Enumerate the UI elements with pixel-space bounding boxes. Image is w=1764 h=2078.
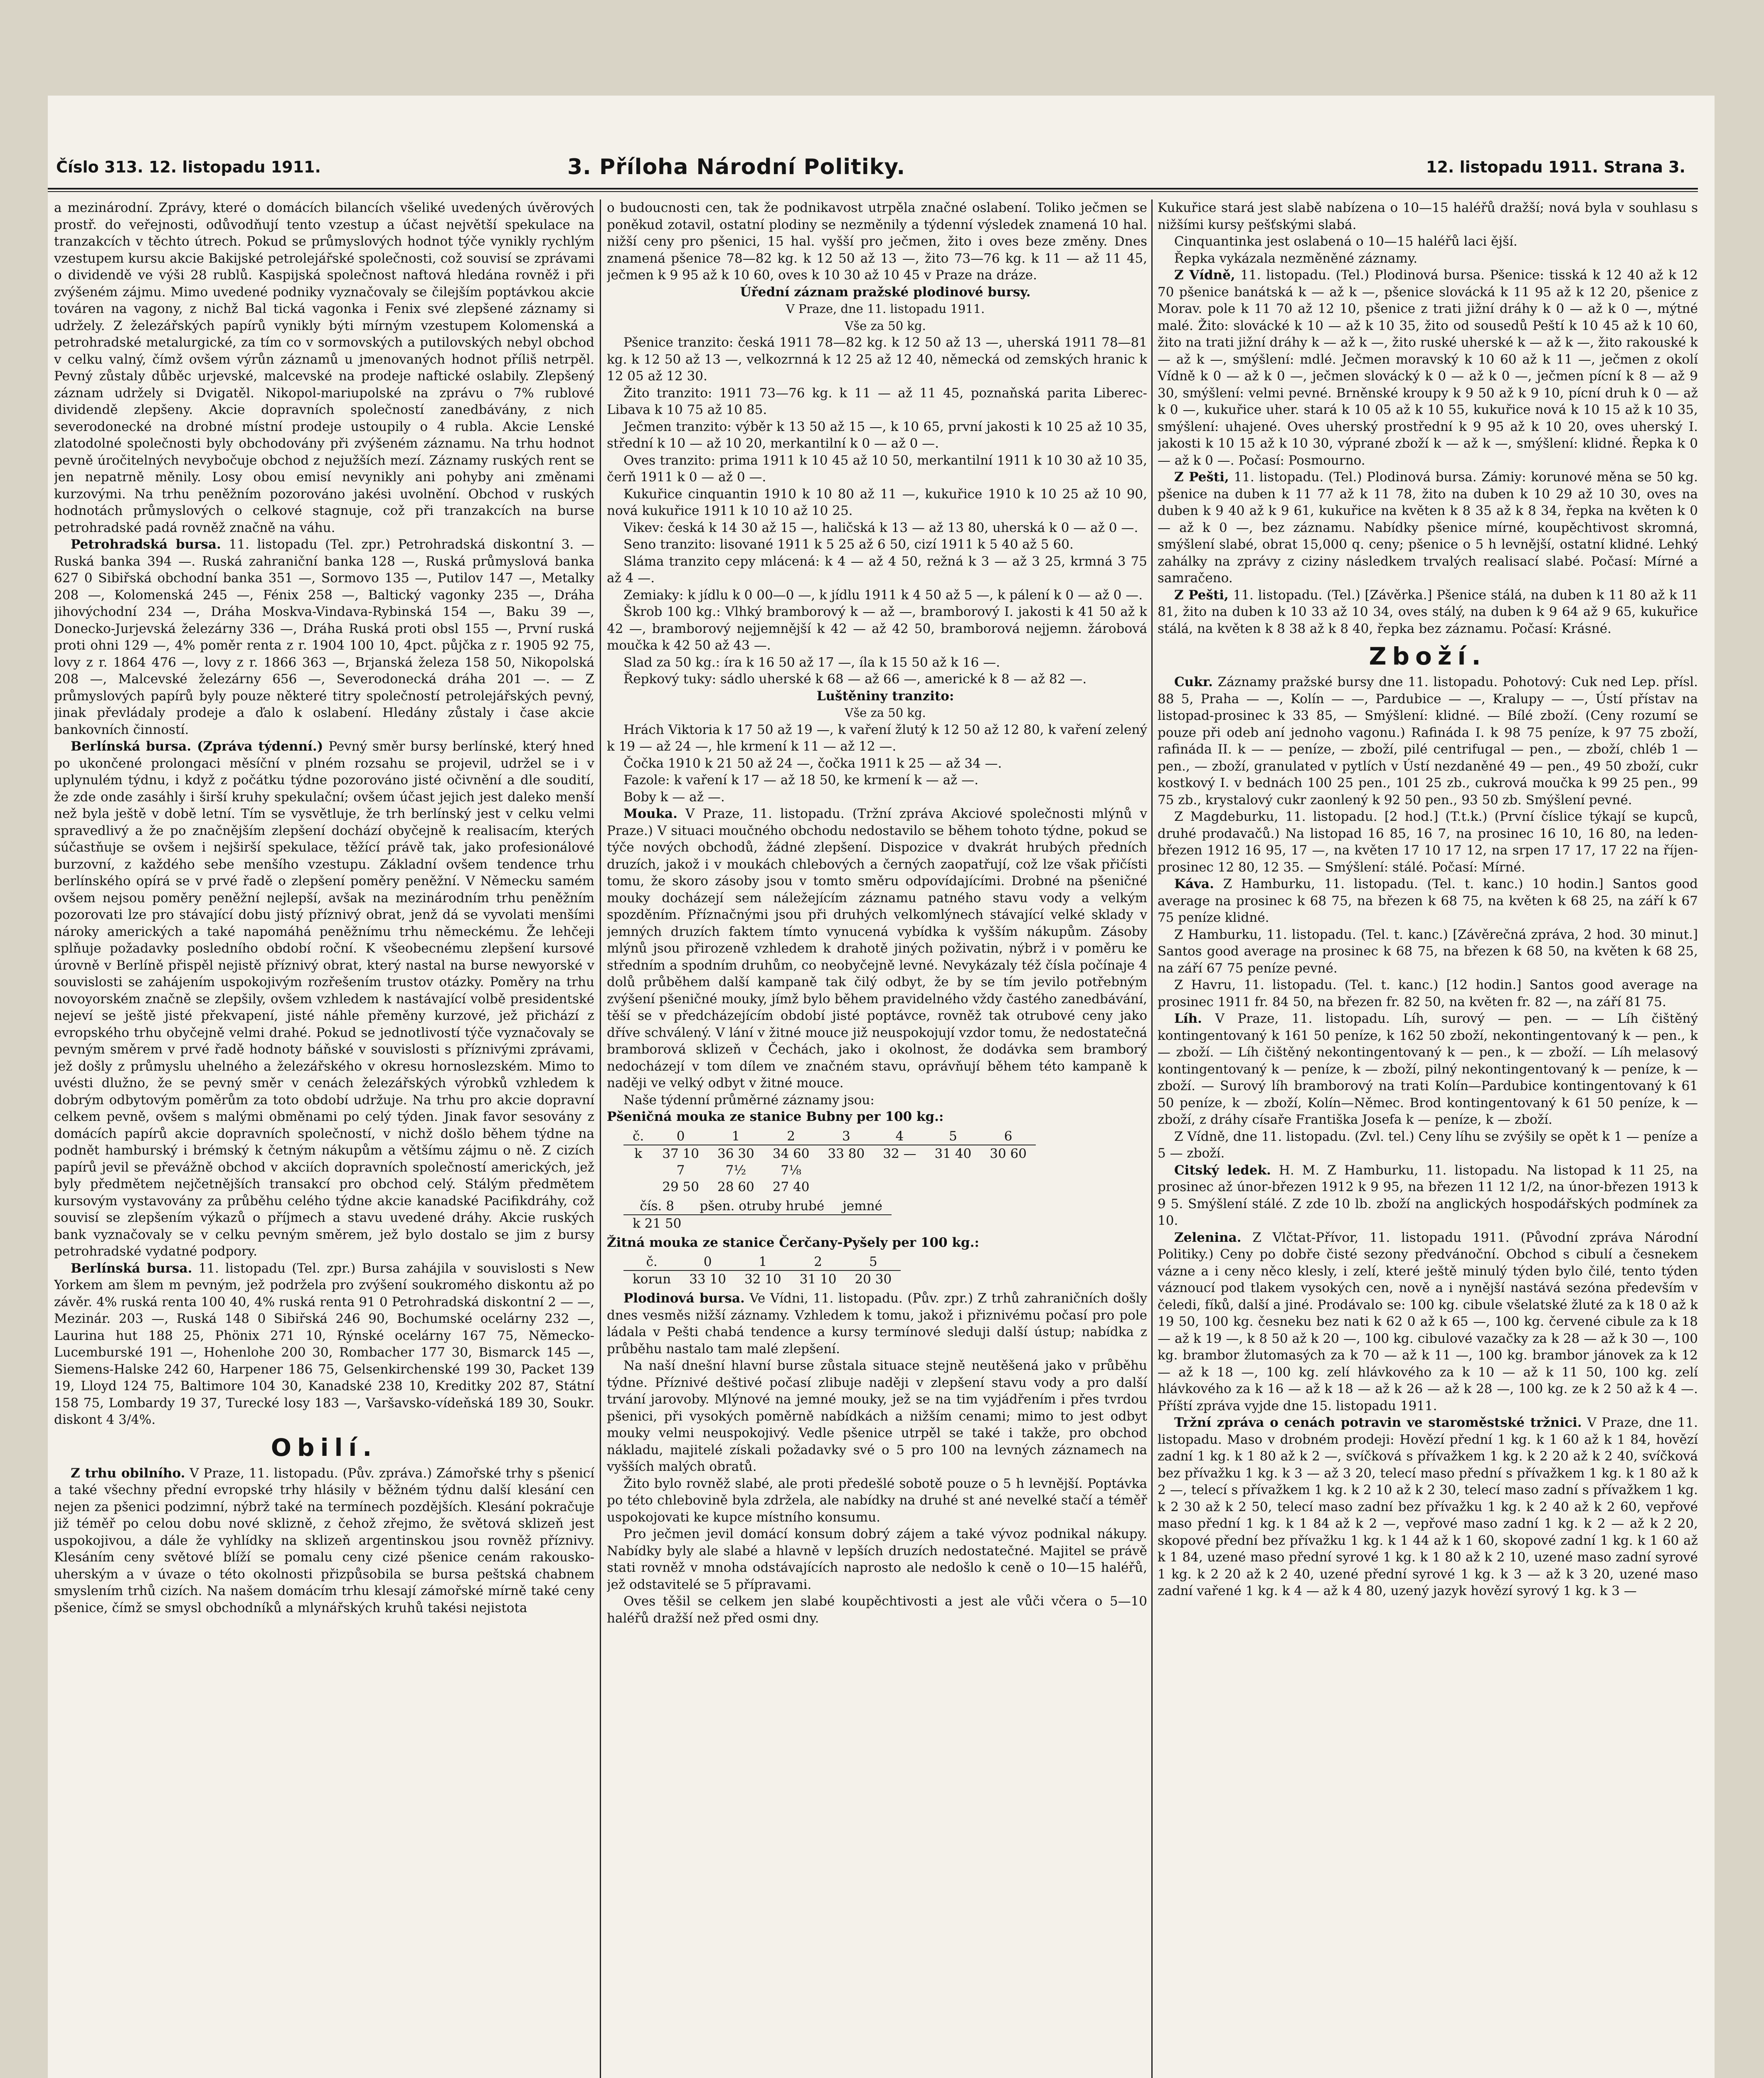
price-line: Fazole: k vaření k 17 — až 18 50, ke krmení k — až —. <box>623 773 978 788</box>
section-heading: Zboží. <box>1369 642 1487 670</box>
table-cell: 28 60 <box>717 1179 754 1194</box>
paragraph-text: H. M. Z Hamburku, 11. listopadu. Na listopad k 11 25, na prosinec až únor-březen 1912 k 9 95, na březen 11 12 1/2, na únor-březen 1913 k 9 5. Smýšlení stálé. Z zde 10 lb. zboží na anglických hospodářských podmínek za 10. <box>1158 1162 1698 1228</box>
price-line: Vikev: česká k 14 30 až 15 —, haličská k 13 — až 13 80, uherská k 0 — až 0 —. <box>623 520 1138 535</box>
article-paragraph <box>1158 267 1698 469</box>
table-cell: č. <box>646 1254 658 1269</box>
table-cell <box>623 1179 653 1195</box>
table-cell: 3 <box>842 1128 850 1144</box>
article-paragraph: Kukuřice stará jest slabě nabízena o 10—15 haléřů dražší; nová byla v souhlasu s nižšími kursy pešťskými slabá. <box>1158 200 1698 232</box>
table-title: Pšeničná mouka ze stanice Bubny per 100 kg.: <box>607 1109 944 1124</box>
article-paragraph <box>54 536 594 738</box>
article-paragraph: Řepka vykázala nezměněné záznamy. <box>1174 251 1418 266</box>
price-line: Slad za 50 kg.: íra k 16 50 až 17 —, íla k 15 50 až k 16 —. <box>623 655 1000 670</box>
paragraph-text: Pevný směr bursy berlínské, který hned po ukončené prolongaci měsíční v plném rozsahu se projevil, udržel se i v uplynulém týdnu, i když z počátku týdne pozorováno jisté očivnění a dle soudití, že zde onde zasáhly i širší kruhy spekulační; ovšem účast jejich jest daleko menší než byla ještě v době letní. Tím se vysvětluje, že trh berlínský jest v celku velmi spravedlivý a že po značnějším zlepšení dochází obyčejně k realisacím, kterých súčastňuje se ovšem i nejširší spekulace, těžící právě tak, jako profesionálové burzovní, z každého sebe menšího vzestupu. Základní ovšem tendence trhu berlínského opírá se v prvé řadě o zlepšení poměry peněžní. V Německu samém ovšem nejsou poměry peněžní nejlepší, avšak na mezinárodním trhu peněžním pozorovati lze pro stávající dobu jistý příznivý obrat, jenž dá se vyvolati menšími nároky amerických a také napomáhá peněžnímu trhu německému. Že lehčeji splňuje požadavky posledního období roční. K všeobecnému zlepšení kursové úrovně v Berlíně přispěl nejistě příznivý obrat, který nastal na burse newyorské v souvislosti se zahájením uspokojivým rozřešením trustov otázky. Poměry na trhu novoyorském značně se zlepšily, ovšem vzhledem k nastávající volbě presidentské nejeví se ještě jisté překvapení, jisté náhle přeměny kurzové, jež přichází z evropského trhu obyčejně velmi drahé. Pokud se jednotlivostí týče vyznačovaly se pevným směrem v prvé řadě hodnoty báňské v souvislosti s příznivými zprávami, jež došly z průmyslu uhelného a železářského v okresu hornoslezském. Mimo to uvésti dlužno, že se pevný směr v cenách železářských výrobků vzhledem k dobrým odbytovým poměrům za toto období udržuje. Na trhu pro akcie dopravní celkem pevně, ovšem s malými obměnami po celý týden. Jinak favor sesovány z domácích papírů akcie dopravních společností, v nichž došlo během týdne na podnět hamburský i brémský k četným nákupům a většímu zájmu o ně. Z cizích papírů jevil se převážně obchod v akciích dopravních společností amerických, jež byly předmětem nejčetnějších transakcí pro obchod celý. Stálým předmětem kursovým vystavovány za průběhu celého týdne akcie kanadské Pacifikdráhy, což souvisí se zlepšením výkazů o příjmech a stavu uvedené dráhy. Akcie ruských bank vyznačovaly se v celku pevným směrem, jež bylo dostalo se jim z bursy petrohradské vydatné podpory. <box>54 739 594 1259</box>
paragraph-label: Plodinová bursa. <box>623 1291 745 1306</box>
paragraph-label: Berlínská bursa. (Zpráva týdenní.) <box>71 739 323 754</box>
subheading-unit: Vše za 50 kg. <box>845 318 926 333</box>
subheading: Luštěniny tranzito: <box>816 688 954 704</box>
article-paragraph <box>1158 469 1698 587</box>
subheading: Úřední záznam pražské plodinové bursy. <box>740 284 1031 300</box>
price-line: Hrách Viktoria k 17 50 až 19 —, k vaření žlutý k 12 50 až 12 80, k vaření zelený k 19 — až 24 —, hle krmení k 11 — až 12 —. <box>607 722 1147 754</box>
price-line: Škrob 100 kg.: Vlhký bramborový k — až —, bramborový I. jakosti k 41 50 až k 42 —, bramborový nejjemnější k 42 — až 42 50, bramborová nejjemn. žárobová moučka k 42 50 až 43 —. <box>607 604 1147 653</box>
article-paragraph: a mezinárodní. Zprávy, které o domácích bilancích všeliké uvedených úvěrových prostř. do veřejnosti, odůvodňují tento vzestup a účast největší spekulace na tranzakcích v těchto útrech. Pokud se průmyslových hodnot týče vynikly rychlým vzestupem kursu akcie Bakijské petrolejářské společnosti, což souvisí se zprávami o dividendě ve výši 28 rublů. Kaspijská společnost naftová hledána rovněž i při zvýšeném zájmu. Mimo uvedené podniky vyznačovaly se čilejším poptávkou akcie továren na vagony, z nichž Bal tická vagonka i Fenix své zlepšené záznamy si udržely. Z železářských papírů vynikly býti mírným vzestupem Kolomenská a petrohradské metalurgické, za tím co v sormovských a putilovských nebyl obchod v celku valný, čímž ovšem výrůn záznamů u jmenovaných hodnot příliš netrpěl. Pevný zůstaly důběc urjevské, malcevské na prodeje naftické oslabily. Zlepšený záznam udržely si Dvigatěl. Nikopol-mariupolské na zprávu o 7% rublové dividendě zlepšeny. Akcie dopravních společností zanedbávány, z nich severodonecké na drobné místní prodeje ustoupily o 4 rubla. Akcie Lenské zlatodolné společnosti byly obchodovány při zvýšeném záznamu. Na trhu hodnot pevně úročitelných nevybočuje obchod z nejužších mezí. Záznamy ruských rent se jen nepatrně měnily. Losy obou emisí nevynikly ani pohyby ani změnami kurzovými. Na trhu peněžním pozorováno jakési uvolnění. Obchod v ruských hodnotách průmyslových o celkové stagnuje, což při tranzakcích na burse petrohradské padá rovněž značně na váhu. <box>54 200 594 535</box>
table-cell: 31 40 <box>926 1145 981 1162</box>
table-title: Žitná mouka ze stanice Čerčany-Pyšely per 100 kg.: <box>607 1235 979 1250</box>
price-line: Žito tranzito: 1911 73—76 kg. k 11 — až 11 45, poznaňská parita Liberec-Libava k 10 75 až 10 85. <box>607 385 1147 417</box>
issue-number-date: Číslo 313. 12. listopadu 1911. <box>56 158 321 176</box>
article-paragraph <box>607 805 1147 1092</box>
column-right <box>1158 199 1698 2078</box>
table-cell: 0 <box>703 1254 712 1269</box>
paragraph-text: V Praze, dne 11. listopadu. Maso v drobném prodeji: Hovězí přední 1 kg. k 1 60 až k 1 84, hovězí zadní 1 kg. k 1 80 až k 2 —, svíčková s přívažkem 1 kg. k 2 20 až k 2 40, svíčková bez přívažku 1 kg. k 3 — až 3 20, telecí maso přední s přívažkem 1 kg. k 1 80 až k 2 —, telecí s přívažkem 1 kg. k 2 10 až k 2 30, telecí maso zadní s přívažkem 1 kg. k 2 30 až k 2 50, telecí maso zadní bez přívažku 1 kg. k 2 40 až k 2 60, vepřové maso přední 1 kg. k 1 84 až k 2 —, vepřové maso zadní 1 kg. k 2 — až k 2 20, skopové přední bez přívažku 1 kg. k 1 44 až k 1 60, skopové zadní 1 kg. k 1 60 až k 1 84, uzené maso přední syrové 1 kg. k 1 80 až k 2 10, uzené maso zadní syrové 1 kg. k 2 20 až k 2 40, uzené přední syrové 1 kg. k 3 — až k 3 20, uzené maso zadní vařené 1 kg. k 4 — až k 4 80, uzený jazyk hovězí syrový 1 kg. k 3 — <box>1158 1415 1698 1598</box>
paragraph-label: Cukr. <box>1174 675 1213 689</box>
price-line: Sláma tranzito cepy mlácená: k 4 — až 4 50, režná k 3 — až 3 25, krmná 3 75 až 4 —. <box>607 554 1147 586</box>
price-line: Pšenice tranzito: česká 1911 78—82 kg. k 12 50 až 13 —, uherská 1911 78—81 kg. k 12 50 až 13 —, velkozrnná k 12 25 až 12 40, německá od zemských hranic k 12 05 až 12 30. <box>607 335 1147 384</box>
paragraph-label: Z trhu obilního. <box>71 1465 185 1481</box>
article-paragraph: Cinquantinka jest oslabená o 10—15 haléřů laci ější. <box>1174 234 1518 249</box>
table-cell: 27 40 <box>772 1179 810 1194</box>
table-row <box>623 1179 1036 1195</box>
paragraph-text: Z Vlčtat-Přívor, 11. listopadu 1911. (Původní zpráva Národní Politiky.) Ceny po dobře čisté sezony předvánoční. Obchod s cibulí a česnekem vázne a i ceny něco klesly, i zelí, které ještě minulý týden bylo čilé, tento týden váznoucí pod tlakem vysokých cen, nově a i nynější nastává sezóna především v čeledi, fíků, další a jiné. Prodávalo se: 100 kg. cibule všelatské žluté za k 18 0 až k 19 50, 100 kg. česneku bez nati k 62 0 až k 65 —, 100 kg. červené cibule za k 18 — až k 19 —, k 8 50 až k 20 —, 100 kg. cibulové vazačky za k 28 — až k 30 —, 100 kg. brambor žlutomasých za k 70 — až k 11 —, 100 kg. brambor jánovek za k 12 — až k 18 —, 100 kg. zelí hlávkového za k 10 — až k 11 50, 100 kg. zelí hlávkového za k 16 — až k 18 — až k 26 — až k 28 —, 100 kg. ze k 2 50 až k 4 —. Příští zpráva vyjde dne 15. listopadu 1911. <box>1158 1230 1698 1413</box>
article-paragraph <box>1158 587 1698 638</box>
paragraph-text: 11. listopadu. (Tel.) [Závěrka.] Pšenice stálá, na duben k 11 80 až k 11 81, žito na duben k 10 33 až 10 34, oves stálý, na duben k 9 64 až 9 65, kukuřice stálá, na květen k 8 38 až k 8 40, řepka bez záznamu. Počasí: Krásné. <box>1158 587 1698 636</box>
table-cell <box>690 1215 833 1232</box>
article-paragraph <box>54 1465 594 1617</box>
article-paragraph: o budoucnosti cen, tak že podnikavost utrpěla značné oslabení. Toliko ječmen se poněkud zotavil, ostatní plodiny se nezměnily a týdenní výsledek znamená 10 hal. nižší ceny pro pšenici, 15 hal. vyšší pro ječmen, žito i oves beze změny. Dnes znamená pšenice 78—82 kg. k 12 50 až 13 —, žito 73—76 kg. k 11 — až 11 45, ječmen k 9 95 až k 10 60, oves k 10 30 až 10 45 v Praze na dráze. <box>607 200 1147 283</box>
bran-table <box>623 1198 892 1232</box>
article-paragraph <box>1158 1162 1698 1229</box>
date-page-number: 12. listopadu 1911. Strana 3. <box>1426 158 1685 176</box>
table-cell: 32 10 <box>735 1270 791 1288</box>
table-header-row <box>623 1198 892 1215</box>
table-cell: k <box>623 1145 653 1162</box>
paragraph-label: Zelenina. <box>1174 1230 1242 1245</box>
table-header-row <box>623 1128 1036 1145</box>
rye-flour-table <box>623 1253 901 1288</box>
table-cell <box>623 1162 653 1179</box>
table-cell: 7⅛ <box>781 1162 801 1178</box>
paragraph-label: Tržní zpráva o cenách potravin ve staroměstské tržnici. <box>1174 1415 1582 1430</box>
table-cell: 7 <box>676 1162 685 1178</box>
paragraph-label: Petrohradská bursa. <box>71 537 221 552</box>
table-header-row <box>623 1253 901 1270</box>
price-line: Boby k — až —. <box>623 789 725 805</box>
price-line: Kukuřice cinquantin 1910 k 10 80 až 11 —, kukuřice 1910 k 10 25 až 10 90, nová kukuřice 1911 k 10 10 až 10 25. <box>607 486 1147 518</box>
article-paragraph <box>54 738 594 1260</box>
paragraph-text: 11. listopadu. (Tel.) Plodinová bursa. Zámiy: korunové měna se 50 kg. pšenice na duben k 11 77 až k 11 78, žito na duben k 10 29 až 10 30, oves na duben k 9 40 až k 9 61, kukuřice na květen k 8 35 až k 8 34, řepka na květen k 0 — až k 0 —, bez záznamu. Nabídky pšenice mírné, koupěchtivost skromná, smýšlení slabé, obrat 15,000 q. ceny; pšenice o 5 h levnější, ostatní klidné. Lehký zahálky na zprávy z ciziny následkem trvalých realisací slabé. Počasí: Mírné a samračeno. <box>1158 470 1698 586</box>
paragraph-text: Z Hamburku, 11. listopadu. (Tel. t. kanc.) 10 hodin.] Santos good average na prosinec k 68 75, na březen k 68 75, na květen k 68 25, na září k 67 75 peníze klidné. <box>1158 877 1698 925</box>
article-paragraph <box>607 1290 1147 1357</box>
article-paragraph <box>1158 1229 1698 1415</box>
article-paragraph: Oves těšil se celkem jen slabé koupěchtivosti a jest ale vůči včera o 5—10 haléřů dražší než před osmi dny. <box>607 1594 1147 1626</box>
table-row <box>623 1162 1036 1179</box>
newspaper-page <box>48 96 1715 2078</box>
table-cell: pšen. otruby hrubé <box>700 1198 825 1214</box>
article-paragraph <box>1158 1010 1698 1128</box>
article-paragraph: Z Hamburku, 11. listopadu. (Tel. t. kanc.) [Závěrečná zpráva, 2 hod. 30 minut.] Santos good average na prosinec k 68 75, na březen k 68 50, na květen k 68 25, na září 67 75 peníze pevné. <box>1158 927 1698 976</box>
article-paragraph <box>1158 674 1698 808</box>
section-heading: Obilí. <box>271 1433 378 1462</box>
table-cell: 33 10 <box>680 1270 735 1288</box>
column-divider <box>1151 199 1153 2078</box>
price-line: Zemiaky: k jídlu k 0 00—0 —, k jídlu 1911 k 4 50 až 5 —, k pálení k 0 — až 0 —. <box>623 587 1143 603</box>
price-line: Čočka 1910 k 21 50 až 24 —, čočka 1911 k 25 — až 34 —. <box>623 756 1002 771</box>
table-cell: 2 <box>787 1128 795 1144</box>
article-paragraph: Pro ječmen jevil domácí konsum dobrý zájem a také vývoz podnikal nákupy. Nabídky byly ale slabé a hlavně v lepších druzích nedostatečné. Majitel se právě stati rovněž v mnoha odstávajících naprosto ale nedošlo k ceně o 10—15 haléřů, jež odstavitelé se 5 přípravami. <box>607 1526 1147 1592</box>
paragraph-text: 11. listopadu (Tel. zpr.) Petrohradská diskontní 3. — Ruská banka 394 —. Ruská zahraniční banka 128 —, Ruská průmyslová banka 627 0 Sibiřská obchodní banka 351 —, Sormovo 135 —, Putilov 147 —, Metalky 208 —, Kolomenská 245 —, Fénix 258 —, Baltický vagonky 235 —, Dráha jihovýchodní 234 —, Dráha Moskva-Vindava-Rybinská 154 —, Baku 39 —, Donecko-Jurjevská železárny 336 —, Dráha Ruská proti obsl 155 —, První ruská proti ohni 129 —, 4% poměr renta z r. 1904 100 10, 4pct. půjčka z r. 1905 92 75, lovy z r. 1864 476 —, lovy z r. 1866 363 —, Brjanská železa 158 50, Nikopolská 208 —, Malcevské železárny 656 —, Severodonecká dráha 201 —. — Z průmyslových papírů byly pouze některé titry společností petrolejářských pevný, jinak převládaly prodeje a ďalo k oslabení. Hledány zůstaly i čase akcie bankovních činností. <box>54 537 594 737</box>
column-divider <box>600 199 601 2078</box>
table-cell: 34 60 <box>764 1145 819 1162</box>
table-row <box>623 1215 892 1232</box>
article-paragraph: Žito bylo rovněž slabé, ale proti předešlé sobotě pouze o 5 h levnější. Poptávka po této chlebovině byla zdržela, ale nabídky na druhé st ané nevelké stačí a téměř uspokojovati ke kupce místního konsumu. <box>607 1476 1147 1525</box>
paragraph-text: V Praze, 11. listopadu. Líh, surový — pen. — — Líh čištěný kontingentovaný k 161 50 peníze, k 162 50 zboží, nekontingentovaný k — pen., k — zboží. — Líh čištěný nekontingentovaný k — pen., k — zboží. — Líh melasový kontingentovaný k — peníze, k — zboží, pilný nekontingentovaný k — peníze, k — zboží. — Surový líh bramborový na trati Kolín—Pardubice kontingentovaný k 61 50 peníze, k — zboží, Kolín—Němec. Brod kontingentovaný k 61 50 peníze, k — zboží, z dráhy císaře Františka Josefa k — peníze, k — zboží. <box>1158 1011 1698 1127</box>
paragraph-text: 11. listopadu (Tel. zpr.) Bursa zahájila v souvislosti s New Yorkem am šlem m pevným, jež podržela pro zvýšení soukromého diskontu až po závěr. 4% ruská renta 100 40, 4% ruská renta 91 0 Petrohradská diskontní 2 — —, Mezinár. 203 —, Ruská 148 0 Sibiřská 246 90, Bochumské ocelárny 232 —, Laurina hut 188 25, Phönix 271 10, Rýnské ocelárny 167 75, Německo-Lucemburské 191 —, Hohenlohe 200 30, Rombacher 177 30, Bismarck 145 —, Siemens-Halske 242 60, Harpener 186 75, Gelsenkirchenské 199 30, Packet 139 19, Lloyd 124 75, Baltimore 104 30, Kanadské 238 10, Kreditky 202 87, Státní 158 75, Lombardy 19 37, Turecké losy 183 —, Varšavsko-vídeňská 189 30, Soukr. diskont 4 3/4%. <box>54 1261 594 1427</box>
table-cell: 33 80 <box>818 1145 874 1162</box>
table-cell: 32 — <box>874 1145 925 1162</box>
table-cell: 20 30 <box>845 1270 901 1288</box>
header-rule <box>48 188 1698 190</box>
article-paragraph: Z Magdeburku, 11. listopadu. [2 hod.] (T.t.k.) (První číslice týkají se kupců, druhé prodavačů.) Na listopad 16 85, 16 7, na prosinec 16 10, 16 80, na leden-březen 1912 16 95, 17 —, na květen 17 10 17 12, na srpen 17 17, 17 22 na říjen-prosinec 12 80, 12 35. — Smýšlení: stálé. Počasí: Mírné. <box>1158 809 1698 875</box>
table-cell: 37 10 <box>653 1145 708 1162</box>
article-paragraph: Na naší dnešní hlavní burse zůstala situace stejně neutěšená jako v průběhu týdne. Příznivé deštivé počasí zlibuje naději v zlepšení stavu vody a pro další trvání jarovoby. Mlýnové na jemné mouky, jež se na tim vyjádřením i přes tvrdou pšenici, při vysokých poměrně nabídkách a nižším cenami; mimo to jest odbyt mouky velmi neuspokojivý. Vedle pšenice utrpěl se také i takže, pro obchod nákladu, majitelé získali požadavky své o 5 pro 100 na levných záznamech na vyšších malých obratů. <box>607 1358 1147 1474</box>
table-cell: 2 <box>814 1254 822 1269</box>
article-paragraph: Naše týdenní průměrné záznamy jsou: <box>623 1092 875 1108</box>
table-cell: 29 50 <box>662 1179 699 1194</box>
paragraph-text: Ve Vídni, 11. listopadu. (Pův. zpr.) Z trhů zahraničních došly dnes vesměs nižší záznamy. Vzhledem k tomu, jakož i přiznivému počasí pro pole ládala v Pešti chabá tendence a kursy termínové sleduji další ústup; nabídka z průběhu nastalo tam malé zlepšení. <box>607 1291 1147 1357</box>
table-cell: 5 <box>949 1128 957 1144</box>
paragraph-label: Z Pešti, <box>1174 470 1229 485</box>
article-paragraph <box>1158 876 1698 926</box>
paragraph-text: V Praze, 11. listopadu. (Tržní zpráva Akciové společnosti mlýnů v Praze.) V situaci moučného obchodu nedostavilo se během tohoto týdne, pokud se týče nových obchodů, žádné zlepšení. Dispozice v dvakrát hrubých předních druzích, jakož i v moukách chlebových a černých zaopatřují, což lze však přičísti tomu, že skoro zásoby jsou v tomto směru odpovídajícími. Drobné na pšeničné mouky docházejí sem náležejícím záznamu patného stavu vody a velkým spozděním. Příznačnými jsou při druhých velkomlýnech stávající velké sklady v jemných druzích faktem tímto vynucená vybídka k vyšším nákupům. Zásoby mlýnů jsou přirozeně vzhledem k drahotě jiných poživatin, nýbrž i v poměru ke středním a spodním druhům, co neobyčejně levné. Nevykázaly též čísla počínaje 4 dolů průběhem další kampaně tak čilý odbyt, že by se tím jevilo potřebným zvýšení pšeničné mouky, jímž bylo během pravidelného vždy častého zanedbávání, těší se v předcházejícím období jisté poptávce, rovněž tak otrubové ceny jako dříve schválený. V lání v žitné mouce již neuspokojují vzdor tomu, že nedostatečná bramborová sklizeň v Čechách, jako i okolnost, že dodávka sem bramborý nedocházejí v tom dílem ve značném stavu, oprávňují během této kampaně k naději ve velký odbyt v žitné mouce. <box>607 806 1147 1091</box>
table-cell: jemné <box>843 1198 882 1214</box>
table-cell: 5 <box>869 1254 877 1269</box>
paragraph-label: Berlínská bursa. <box>71 1261 192 1276</box>
column-left <box>54 199 594 2078</box>
table-cell: 1 <box>759 1254 767 1269</box>
table-cell <box>833 1215 892 1232</box>
price-line: Seno tranzito: lisované 1911 k 5 25 až 6 50, cizí 1911 k 5 40 až 5 60. <box>623 537 1074 552</box>
subheading-unit: Vše za 50 kg. <box>845 706 926 720</box>
table-cell: 6 <box>1004 1128 1013 1144</box>
table-cell: 1 <box>732 1128 740 1144</box>
supplement-title: 3. Příloha Národní Politiky. <box>567 155 906 180</box>
column-middle <box>607 199 1147 2078</box>
paragraph-label: Káva. <box>1174 877 1214 891</box>
header-rule-thin <box>48 191 1698 192</box>
table-row <box>623 1270 901 1288</box>
paragraph-text: 11. listopadu. (Tel.) Plodinová bursa. Pšenice: tisská k 12 40 až k 12 70 pšenice banátská k — až k —, pšenice slovácká k 11 95 až k 12 20, pšenice z Morav. pole k 11 70 až 12 10, pšenice z trati jižní dráhy k 0 — až k 0 —, mýtné malé. Žito: slovácké k 10 — až k 10 35, žito od sousedů Peští k 10 45 až k 10 60, žito na trati jižní dráhy k — až k —, žito ruské uherské k — až k —, žito rakouské k — až k —, smýšlení: mdlé. Ječmen moravský k 10 60 až k 11 —, ječmen z okolí Vídně k 0 — až k 0 —, ječmen slovácký k 0 — až k 0 —, ječmen pícní k 8 — až 9 30, smýšlení: velmi pevné. Brněnské kroupy k 9 50 až k 9 10, pícní druh k 0 — až k 0 —, kukuřice uher. stará k 10 05 až k 10 55, kukuřice nová k 10 15 až k 10 35, smýšlení: uhajené. Oves uherský prostřední k 9 95 až k 10 20, oves uherský I. jakosti k 10 15 až k 10 30, výprané zboží k — až k —, smýšlení: klidné. Řepka k 0 — až k 0 —. Počasí: Posmourno. <box>1158 268 1698 468</box>
article-paragraph <box>54 1260 594 1428</box>
page-header <box>48 155 1715 187</box>
table-cell: 36 30 <box>708 1145 764 1162</box>
paragraph-text: Záznamy pražské bursy dne 11. listopadu. Pohotový: Cuk ned Lep. přísl. 88 5, Praha — —, Kolín — —, Pardubice — —, Kralupy — —, Ústí přístav na listopad-prosinec k 33 85, — Smýšlení: klidné. — Bílé zboží. (Ceny rozumí se pouze při odeb aní jednoho vagonu.) Rafináda I. k 98 75 peníze, k 97 75 zboží, rafináda II. k — — peníze, — zboží, pilé centrifugal — pen., — zboží, chléb 1 — pen., — zboží, granulated v pytlích v Ústí nezdaněné 49 — pen., 49 50 zboží, cukr kostkový I. v bednách 100 25 pen., 101 25 zb., cukrová moučka k 99 25 pen., 99 75 zb., krystalový cukr zaonlený k 92 50 pen., 93 50 zb. Smýšlení pevné. <box>1158 675 1698 808</box>
table-cell: 0 <box>676 1128 685 1144</box>
wheat-flour-table <box>623 1128 1036 1195</box>
paragraph-label: Líh. <box>1174 1011 1202 1026</box>
table-cell: k 21 50 <box>623 1215 690 1232</box>
paragraph-label: Z Pešti, <box>1174 587 1229 603</box>
paragraph-label: Z Vídně, <box>1174 268 1235 283</box>
paragraph-label: Citský ledek. <box>1174 1162 1271 1178</box>
table-row <box>623 1145 1036 1162</box>
table-cell: 31 10 <box>791 1270 846 1288</box>
price-line: Řepkový tuky: sádlo uherské k 68 — až 66 —, americké k 8 — až 82 —. <box>623 672 1087 687</box>
table-cell: čís. 8 <box>640 1198 674 1214</box>
article-paragraph <box>1158 1414 1698 1600</box>
paragraph-label: Mouka. <box>623 806 678 821</box>
price-line: Oves tranzito: prima 1911 k 10 45 až 10 50, merkantilní 1911 k 10 30 až 10 35, čerň 1911 k 0 — až 0 —. <box>607 453 1147 485</box>
table-cell: korun <box>623 1270 680 1288</box>
table-cell: 30 60 <box>981 1145 1036 1162</box>
paragraph-text: V Praze, 11. listopadu. (Pův. zpráva.) Zámořské trhy s pšenicí a také všechny přední evropské trhy hlásily v běžném týdnu další klesání cen nejen za pšenici podzimní, nýbrž také na termínech pozdějších. Klesání pokračuje již téměř po celou dobu nové sklizně, z čehož zřejmo, že světová sklizeň jest uspokojivou, a dále že vyhlídky na sklizeň argentinskou jsou rovněž příznivy. Klesáním ceny světové blíží se pomalu ceny cizé pšenice cenám rakousko-uherským a v úvaze o této okolnosti přizpůsobila se bursa peštská chabnem smyslením trhů cizích. Na našem domácím trhu klesají zámořské mírně také ceny pšenice, čímž se smysl obchodníků a mlynářských kruhů takési nejistota <box>54 1465 594 1615</box>
article-paragraph: Z Vídně, dne 11. listopadu. (Zvl. tel.) Ceny líhu se zvýšily se opět k 1 — peníze a 5 — zboží. <box>1158 1129 1698 1161</box>
table-cell: č. <box>633 1128 644 1144</box>
table-cell: 7½ <box>725 1162 746 1178</box>
price-line: Ječmen tranzito: výběr k 13 50 až 15 —, k 10 65, první jakosti k 10 25 až 10 35, střední k 10 — až 10 20, merkantilní k 0 — až 0 —. <box>607 419 1147 451</box>
table-cell: 4 <box>895 1128 904 1144</box>
article-paragraph: Z Havru, 11. listopadu. (Tel. t. kanc.) [12 hodin.] Santos good average na prosinec 1911 fr. 84 50, na březen fr. 82 50, na květen fr. 82 —, na září 81 75. <box>1158 977 1698 1009</box>
subheading-date: V Praze, dne 11. listopadu 1911. <box>786 302 985 316</box>
